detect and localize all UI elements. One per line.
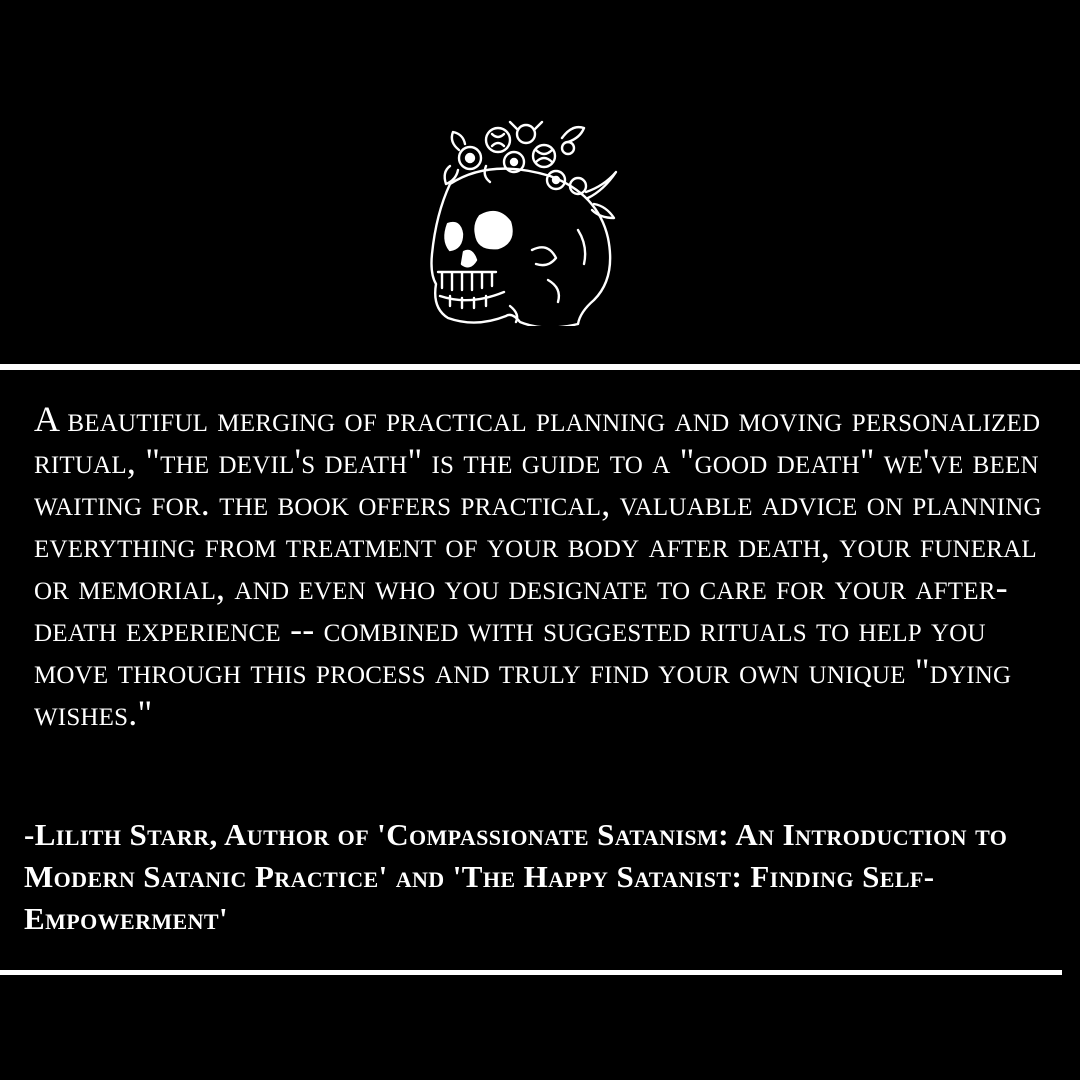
bottom-divider xyxy=(0,970,1062,975)
testimonial-quote: A beautiful merging of practical planning and moving personalized ritual, "the devil's death" is the guide to a "good death" we've been waiting for. the book offers practical, valuable advice on planning everything from treatment of your body after death, your funeral or memorial, and even who you designate to care for your after-death experience -- combined with suggested rituals to help you move through this process and truly find your own unique "dying wishes." xyxy=(34,399,1042,733)
testimonial-attribution: -Lilith Starr, Author of 'Compassionate Satanism: An Introduction to Modern Satanic Practice' and 'The Happy Satanist: Finding Self-Empowerment' xyxy=(24,817,1008,936)
flower-crowned-skull-icon xyxy=(428,120,634,326)
top-divider xyxy=(0,364,1080,370)
